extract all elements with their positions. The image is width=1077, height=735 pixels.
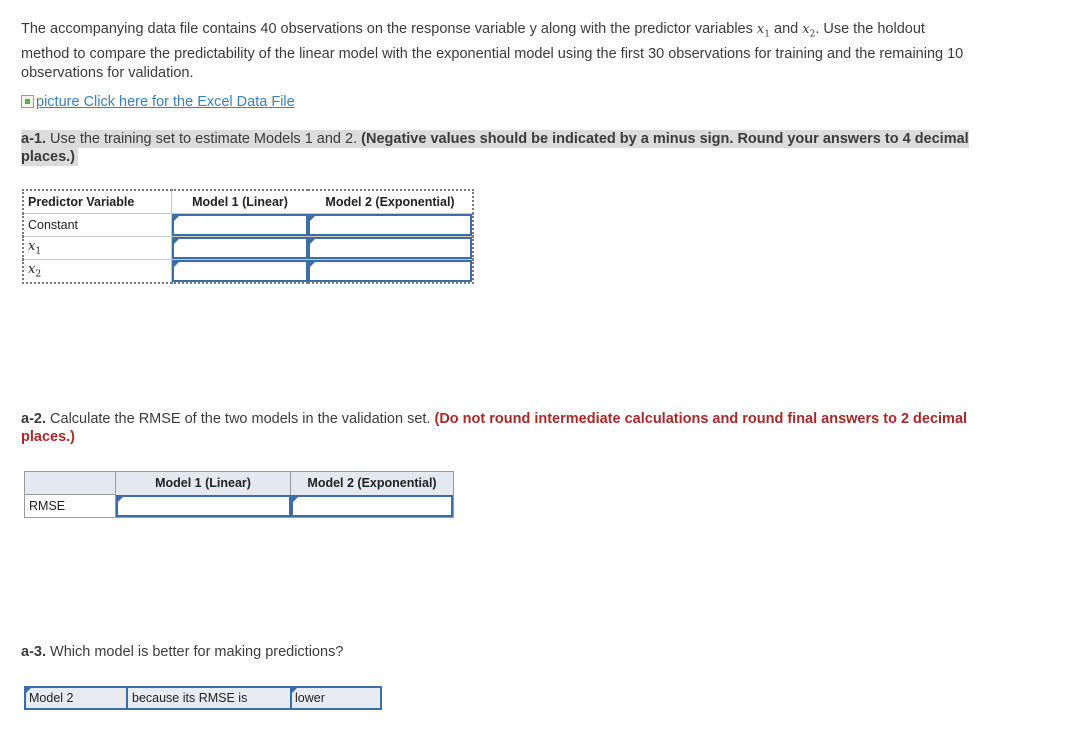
row-label-x1: $x_1$	[23, 237, 172, 260]
connector-text: because its RMSE is	[128, 686, 290, 710]
table-header-row	[25, 472, 454, 495]
x1-linear-input[interactable]	[172, 237, 308, 259]
question-a3: a-3. Which model is better for making predictions?	[21, 644, 344, 660]
rmse-table	[24, 471, 454, 518]
table-row	[25, 495, 454, 518]
header-model2: Model 2 (Exponential)	[291, 472, 454, 495]
header-model2: Model 2 (Exponential)	[308, 190, 473, 214]
x2-exponential-input[interactable]	[308, 260, 472, 282]
header-model1: Model 1 (Linear)	[116, 472, 291, 495]
model-choice-dropdown[interactable]: Model 2	[24, 686, 128, 710]
problem-intro: The accompanying data file contains 40 observations on the response variable y along with the predictor variables $x_1$ and $x_2$. Use the holdout method to compare the predictability of the linear model with the exponential model using the first 30 observations for training and the remaining 10 observations for validation.	[21, 21, 964, 81]
var-x2: $x_2$	[802, 22, 816, 40]
var-x1: $x_1$	[756, 22, 770, 40]
a3-answer-row	[24, 686, 382, 710]
question-a2: a-2. Calculate the RMSE of the two models in the validation set. (Do not round intermediate calculations and round final answers to 2 decimal places.)	[21, 411, 968, 445]
header-predictor-variable: Predictor Variable	[23, 190, 172, 214]
table-row	[23, 214, 473, 237]
question-a1: a-1. Use the training set to estimate Models 1 and 2. (Negative values should be indicated by a minus sign. Round your answers to 4 decimal places.)	[21, 131, 969, 165]
header-blank	[25, 472, 116, 495]
x1-exponential-input[interactable]	[308, 237, 472, 259]
table-row	[23, 260, 473, 284]
header-model1: Model 1 (Linear)	[172, 190, 309, 214]
constant-exponential-input[interactable]	[308, 214, 472, 236]
rmse-exponential-input[interactable]	[291, 495, 454, 517]
rmse-linear-input[interactable]	[116, 495, 291, 517]
x2-linear-input[interactable]	[172, 260, 308, 282]
row-label-x2: $x_2$	[23, 260, 172, 284]
table-header-row	[23, 190, 473, 214]
row-label-rmse: RMSE	[25, 495, 116, 518]
row-label-constant: Constant	[23, 214, 172, 237]
constant-linear-input[interactable]	[172, 214, 308, 236]
excel-data-link[interactable]: picture Click here for the Excel Data File	[21, 94, 295, 110]
model-estimates-table	[22, 189, 474, 284]
table-row	[23, 237, 473, 260]
broken-image-icon	[21, 95, 34, 108]
rmse-comparison-dropdown[interactable]: lower	[290, 686, 382, 710]
